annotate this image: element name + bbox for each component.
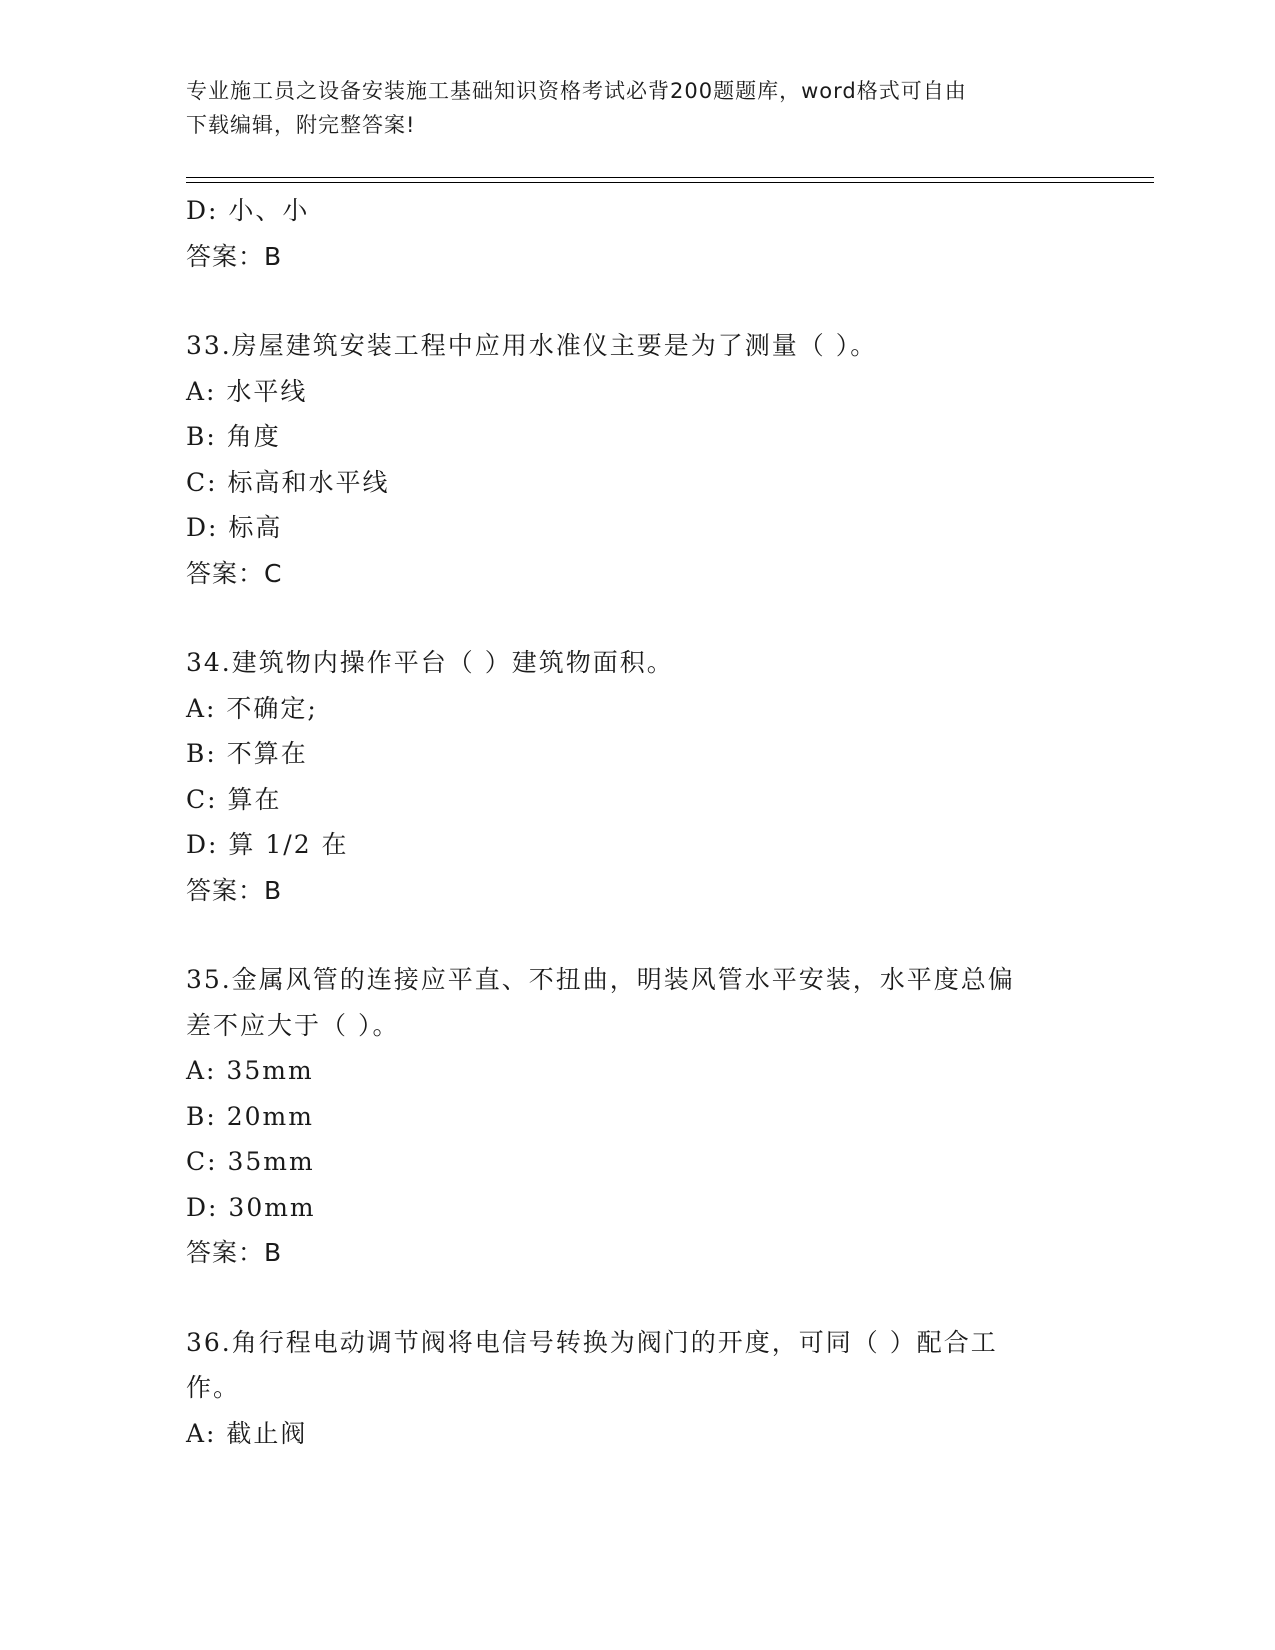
option-c: C: 标高和水平线 bbox=[186, 467, 390, 497]
question-text: 36.角行程电动调节阀将电信号转换为阀门的开度，可同（ ）配合工 bbox=[186, 1327, 998, 1357]
option-a: A: 截止阀 bbox=[186, 1418, 308, 1448]
option-b: B: 20mm bbox=[186, 1101, 314, 1131]
question-35 bbox=[186, 957, 1086, 1276]
question-text: 33.房屋建筑安装工程中应用水准仪主要是为了测量（ ）。 bbox=[186, 331, 878, 360]
question-34 bbox=[186, 640, 1086, 913]
option-c: C: 35mm bbox=[186, 1147, 315, 1176]
option-d: D: 30mm bbox=[186, 1192, 316, 1222]
header-line-1: 专业施工员之设备安装施工基础知识资格考试必背200题题库，word格式可自由 bbox=[186, 79, 967, 103]
option-a: A: 不确定; bbox=[186, 693, 318, 723]
question-text: 34.建筑物内操作平台（ ）建筑物面积。 bbox=[186, 648, 674, 677]
option-d: D: 小、小 bbox=[186, 196, 310, 225]
header-divider-bottom bbox=[186, 182, 1154, 183]
header-divider-top bbox=[186, 177, 1154, 178]
option-a: A: 35mm bbox=[186, 1056, 314, 1085]
header-line-2: 下载编辑，附完整答案! bbox=[186, 113, 416, 137]
answer-line: 答案：B bbox=[186, 1238, 283, 1267]
question-text-continued: 作。 bbox=[186, 1373, 241, 1402]
option-a: A: 水平线 bbox=[186, 376, 308, 406]
question-text: 35.金属风管的连接应平直、不扭曲，明装风管水平安装，水平度总偏 bbox=[186, 965, 1015, 994]
document-body bbox=[186, 188, 1086, 1456]
option-d: D: 算 1/2 在 bbox=[186, 830, 349, 859]
option-c: C: 算在 bbox=[186, 784, 282, 814]
answer-line: 答案：C bbox=[186, 558, 283, 588]
option-b: B: 角度 bbox=[186, 422, 281, 451]
answer-line: 答案：B bbox=[186, 875, 283, 905]
question-33 bbox=[186, 323, 1086, 596]
option-b: B: 不算在 bbox=[186, 739, 308, 768]
document-header bbox=[186, 74, 1066, 142]
question-text-continued: 差不应大于（ ）。 bbox=[186, 1010, 400, 1040]
answer-line: 答案：B bbox=[186, 241, 283, 271]
option-d: D: 标高 bbox=[186, 513, 283, 542]
previous-question-tail bbox=[186, 188, 1086, 279]
question-36 bbox=[186, 1320, 1086, 1457]
